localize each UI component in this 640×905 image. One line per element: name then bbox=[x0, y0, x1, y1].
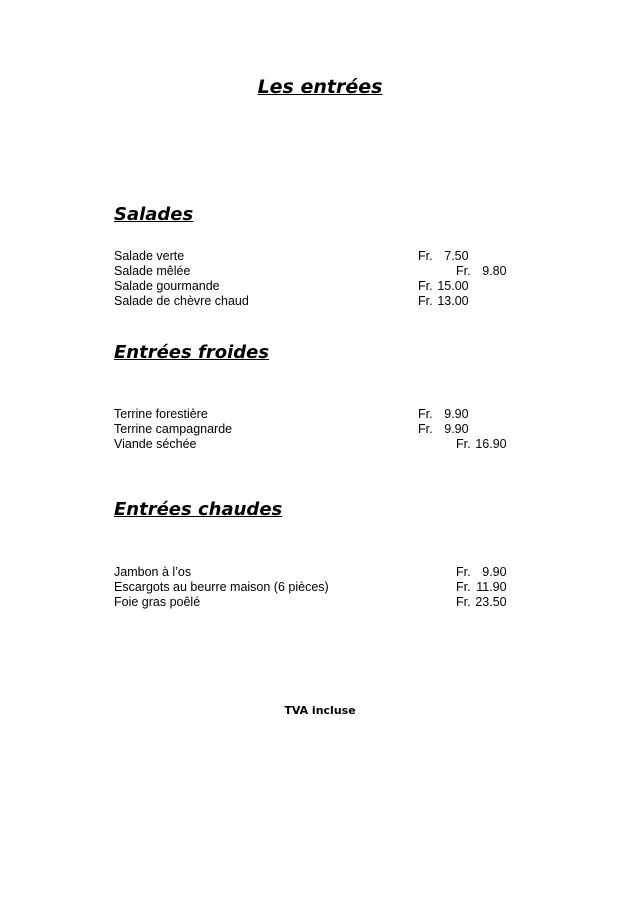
menu-item bbox=[114, 264, 534, 279]
menu-item bbox=[114, 580, 534, 595]
item-currency: Fr. bbox=[418, 249, 433, 263]
item-amount: 13.00 bbox=[437, 294, 469, 308]
item-amount: 11.90 bbox=[476, 580, 507, 594]
item-price bbox=[456, 595, 507, 610]
item-price bbox=[456, 580, 507, 595]
item-amount: 16.90 bbox=[475, 437, 507, 451]
item-price bbox=[418, 422, 469, 437]
item-name: Jambon à l’os bbox=[114, 565, 192, 579]
menu-item bbox=[114, 407, 534, 422]
section-heading-salades: Salades bbox=[114, 204, 194, 225]
item-currency: Fr. bbox=[456, 264, 471, 278]
menu-item bbox=[114, 422, 534, 437]
item-currency: Fr. bbox=[418, 422, 433, 436]
item-amount: 9.80 bbox=[482, 264, 507, 278]
item-currency: Fr. bbox=[418, 294, 433, 308]
menu-item bbox=[114, 279, 534, 294]
menu-item bbox=[114, 249, 534, 264]
item-price bbox=[456, 264, 507, 279]
item-price bbox=[418, 407, 469, 422]
menu-item bbox=[114, 437, 534, 452]
item-name: Terrine forestière bbox=[114, 407, 208, 421]
page-title: Les entrées bbox=[257, 76, 383, 98]
item-name: Terrine campagnarde bbox=[114, 422, 233, 436]
item-name: Salade verte bbox=[114, 249, 185, 263]
item-name: Salade gourmande bbox=[114, 279, 220, 293]
item-currency: Fr. bbox=[456, 565, 471, 579]
item-amount: 9.90 bbox=[444, 422, 469, 436]
item-amount: 7.50 bbox=[444, 249, 469, 263]
section-heading-entrees-chaudes: Entrées chaudes bbox=[114, 499, 283, 520]
menu-item bbox=[114, 565, 534, 580]
item-name: Viande séchée bbox=[114, 437, 197, 451]
item-currency: Fr. bbox=[418, 279, 433, 293]
item-price bbox=[456, 565, 507, 580]
item-currency: Fr. bbox=[418, 407, 433, 421]
item-currency: Fr. bbox=[456, 437, 471, 451]
item-name: Salade de chèvre chaud bbox=[114, 294, 249, 308]
item-price bbox=[418, 294, 469, 309]
item-price bbox=[418, 279, 469, 294]
item-amount: 9.90 bbox=[482, 565, 507, 579]
item-price bbox=[456, 437, 507, 452]
item-currency: Fr. bbox=[456, 595, 471, 609]
item-price bbox=[418, 249, 469, 264]
item-name: Escargots au beurre maison (6 pièces) bbox=[114, 580, 329, 594]
item-amount: 15.00 bbox=[437, 279, 469, 293]
item-amount: 23.50 bbox=[475, 595, 507, 609]
tax-note: TVA incluse bbox=[284, 704, 356, 717]
section-heading-entrees-froides: Entrées froides bbox=[114, 342, 270, 363]
item-name: Foie gras poêlé bbox=[114, 595, 201, 609]
item-amount: 9.90 bbox=[444, 407, 469, 421]
menu-item bbox=[114, 595, 534, 610]
menu-item bbox=[114, 294, 534, 309]
item-currency: Fr. bbox=[456, 580, 471, 594]
item-name: Salade mêlée bbox=[114, 264, 191, 278]
